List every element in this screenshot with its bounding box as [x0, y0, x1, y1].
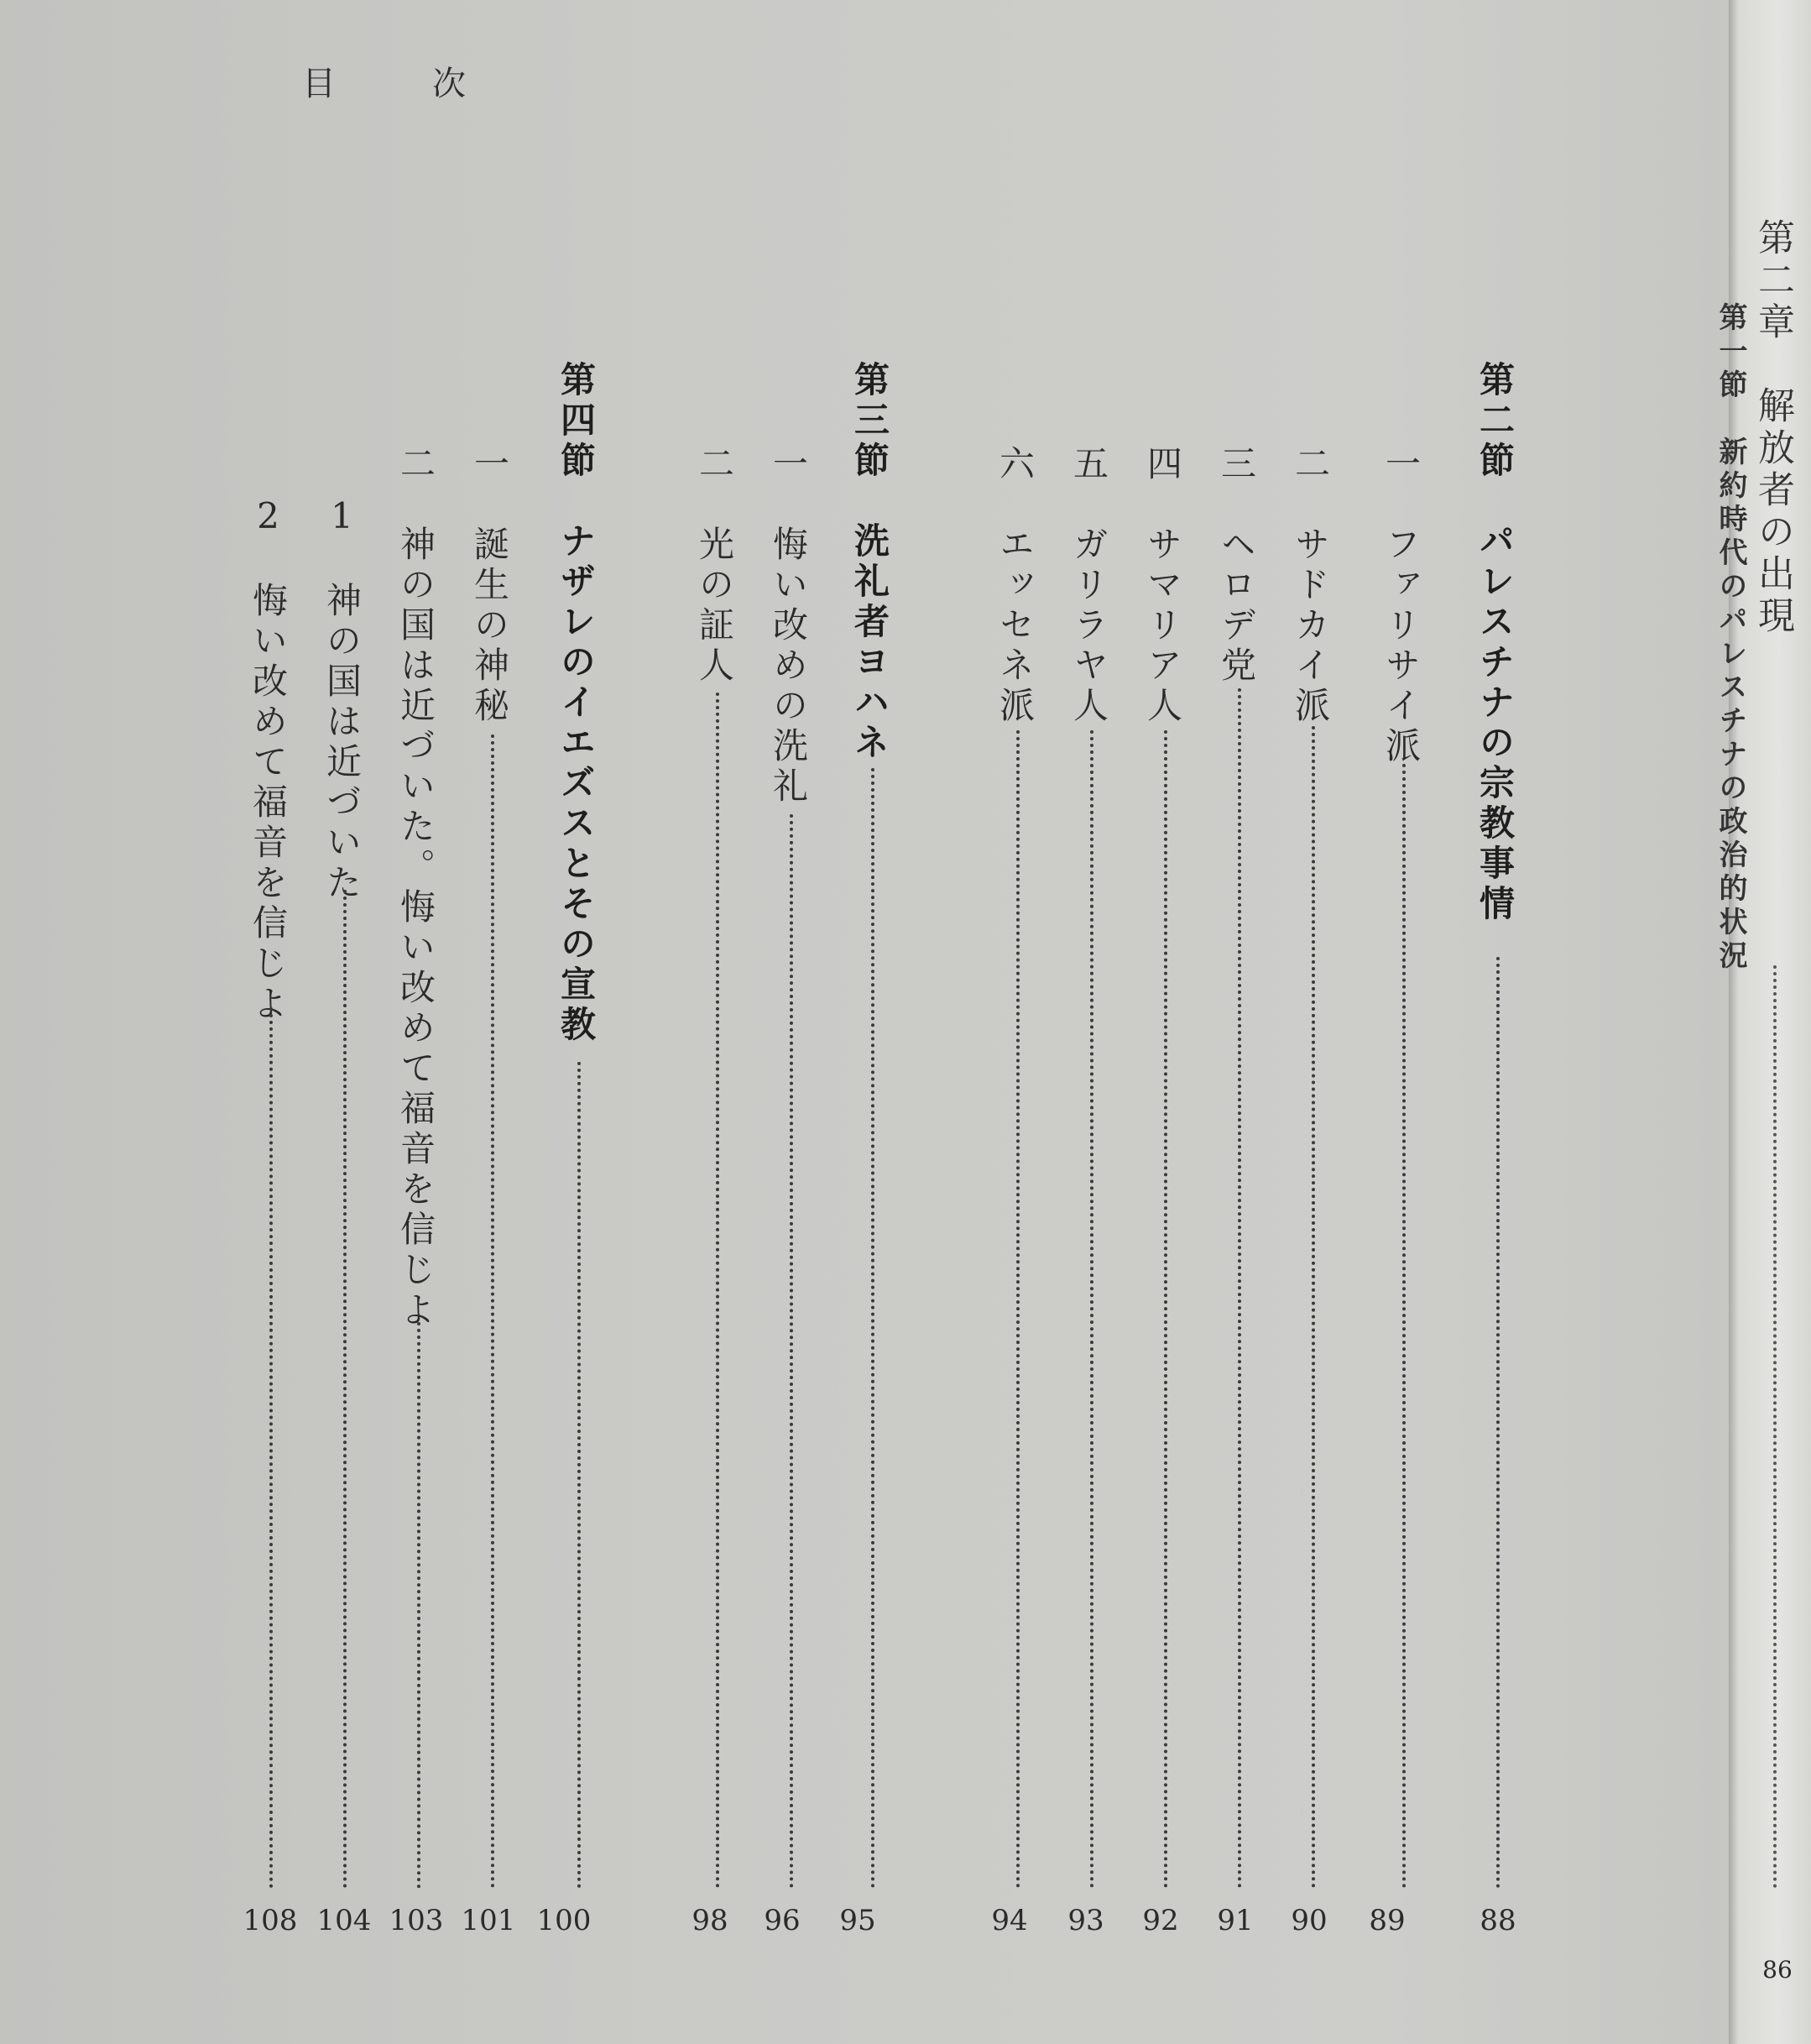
page-number: 98: [692, 1904, 728, 1937]
page-number: 103: [389, 1904, 444, 1937]
toc-entry-label: 四 サマリア人: [1142, 445, 1183, 727]
leader-dots: [1496, 957, 1500, 1889]
leader-dots: [716, 693, 719, 1889]
leader-dots: [871, 768, 874, 1889]
leader-dots: [1016, 730, 1020, 1889]
page-number: 94: [991, 1904, 1028, 1937]
leader-dots: [1090, 730, 1093, 1889]
toc-entry-label: 五 ガリラヤ人: [1068, 445, 1109, 727]
toc-entry-label: 二 光の証人: [694, 445, 735, 687]
leader-dots: [269, 1007, 273, 1889]
toc-entry-label: 二 神の国は近づいた。悔い改めて福音を信じよ: [395, 445, 436, 1331]
toc-entry-label: 第三節 洗礼者ヨハネ: [849, 361, 890, 764]
leader-dots: [1238, 688, 1241, 1889]
page-number: 100: [536, 1904, 592, 1937]
toc-entry-label: 第二節 パレスチナの宗教事情: [1474, 361, 1516, 925]
toc-entry-label: 六 エッセネ派: [994, 445, 1036, 727]
leader-dots: [417, 1322, 420, 1889]
toc-entry-label: 三 ヘロデ党: [1216, 445, 1257, 687]
facing-page-number: 86: [1762, 1956, 1793, 1984]
toc-entry-label: 2 悔い改めて福音を信じよ: [248, 495, 289, 1025]
leader-dots: [1164, 730, 1167, 1889]
page-number: 91: [1217, 1904, 1254, 1937]
header-right: 次: [432, 65, 466, 103]
page-number: 96: [764, 1904, 801, 1937]
page-number: 92: [1142, 1904, 1179, 1937]
leader-dots: [343, 890, 347, 1889]
toc-entry-label: 一 悔い改めの洗礼: [768, 445, 809, 808]
toc-entry-label: 一 誕生の神秘: [469, 445, 510, 727]
leader-dots: [577, 1062, 581, 1889]
facing-leader-dots: [1773, 965, 1777, 1889]
page-number: 104: [316, 1904, 372, 1937]
leader-dots: [790, 814, 793, 1889]
toc-entry-label: 第四節 ナザレのイエズスとその宣教: [556, 361, 597, 1046]
leader-dots: [491, 734, 494, 1889]
page-number: 89: [1369, 1904, 1406, 1937]
leader-dots: [1402, 764, 1406, 1889]
page-number: 101: [461, 1904, 516, 1937]
page-number: 95: [839, 1904, 876, 1937]
page-number: 108: [243, 1904, 298, 1937]
toc-entry-label: 二 サドカイ派: [1290, 445, 1331, 727]
header-left: 目: [302, 65, 336, 103]
leader-dots: [1312, 726, 1315, 1889]
toc-entry-label: 一 ファリサイ派: [1380, 445, 1422, 767]
page-number: 93: [1067, 1904, 1104, 1937]
page-number: 90: [1291, 1904, 1328, 1937]
page-number: 88: [1480, 1904, 1516, 1937]
toc-entry-label: 1 神の国は近づいた: [321, 495, 363, 904]
